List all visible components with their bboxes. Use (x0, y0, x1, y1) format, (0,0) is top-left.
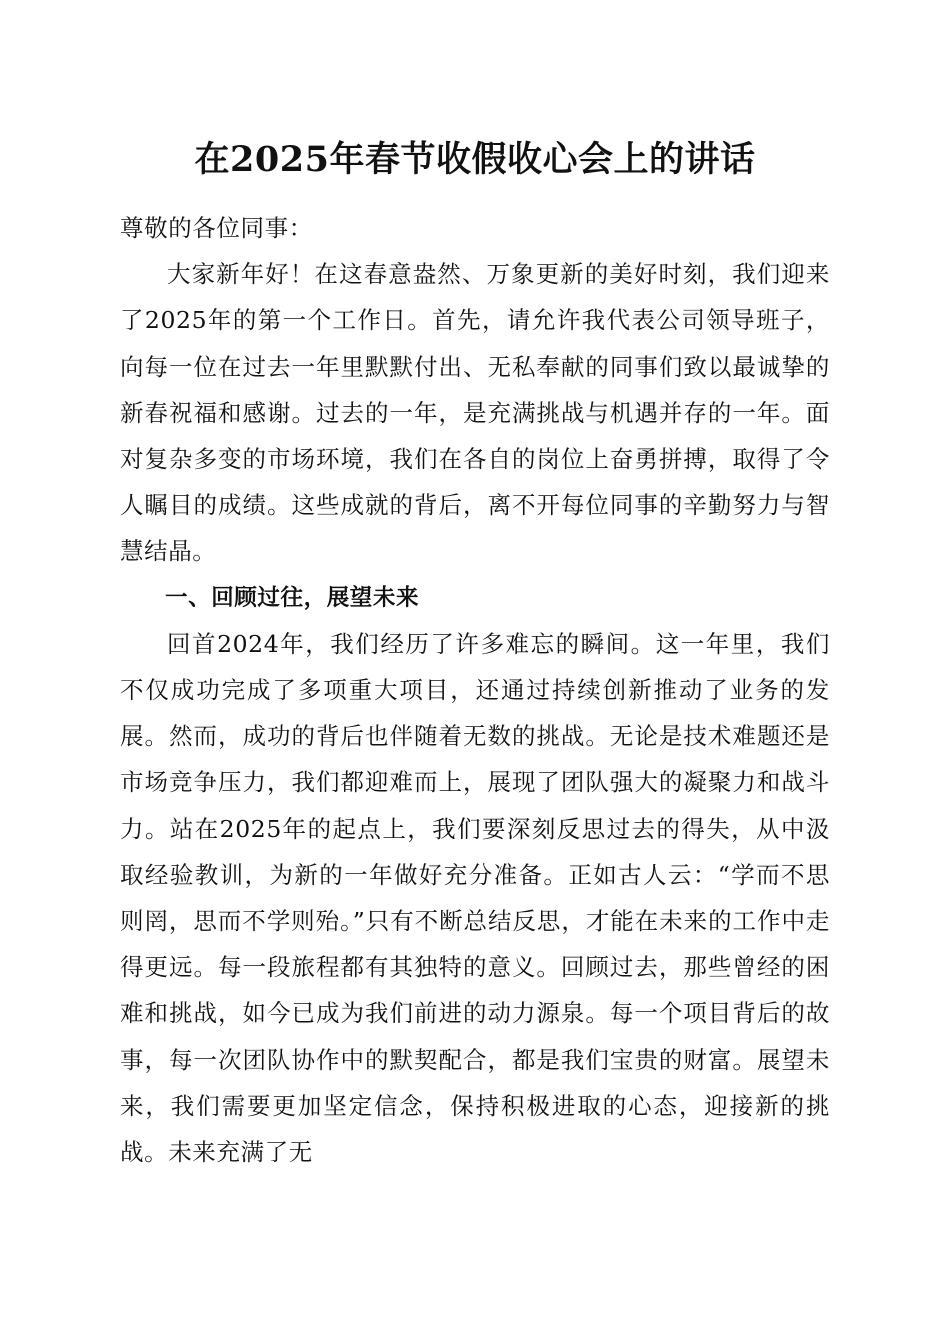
speech-body (120, 205, 830, 1175)
opening-paragraph: 大家新年好！在这春意盎然、万象更新的美好时刻，我们迎来了2025年的第一个工作日。首先，请允许我代表公司领导班子，向每一位在过去一年里默默付出、无私奉献的同事们致以最诚挚的新春祝福和感谢。过去的一年，是充满挑战与机遇并存的一年。面对复杂多变的市场环境，我们在各自的岗位上奋勇拼搏，取得了令人瞩目的成绩。这些成就的背后，离不开每位同事的辛勤努力与智慧结晶。 (120, 260, 830, 566)
page-title: 在2025年春节收假收心会上的讲话 (194, 139, 756, 180)
review-paragraph: 回首2024年，我们经历了许多难忘的瞬间。这一年里，我们不仅成功完成了多项重大项目，还通过持续创新推动了业务的发展。然而，成功的背后也伴随着无数的挑战。无论是技术难题还是市场竞争压力，我们都迎难而上，展现了团队强大的凝聚力和战斗力。站在2025年的起点上，我们要深刻反思过去的得失，从中汲取经验教训，为新的一年做好充分准备。正如古人云：“学而不思则罔，思而不学则殆。”只有不断总结反思，才能在未来的工作中走得更远。每一段旅程都有其独特的意义。回顾过去，那些曾经的困难和挑战，如今已成为我们前进的动力源泉。每一个项目背后的故事，每一次团队协作中的默契配合，都是我们宝贵的财富。展望未来，我们需要更加坚定信念，保持积极进取的心态，迎接新的挑战。未来充满了无 (120, 629, 830, 1167)
section-heading: 一、回顾过往，展望未来 (165, 584, 420, 611)
salutation: 尊敬的各位同事： (120, 214, 313, 242)
